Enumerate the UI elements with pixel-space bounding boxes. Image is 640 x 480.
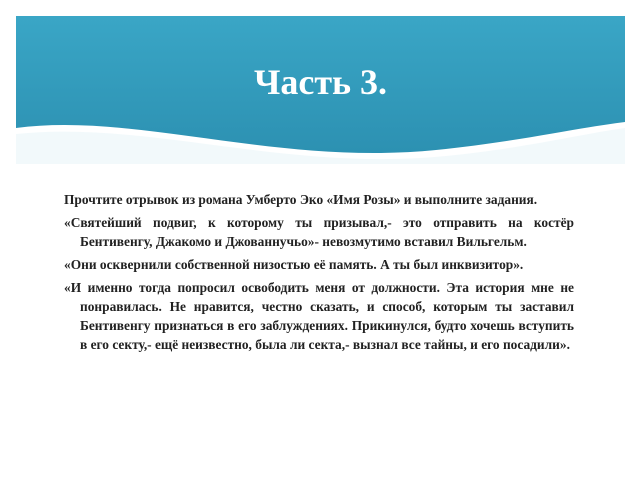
quote-paragraph-3: «И именно тогда попросил освободить меня от должности. Эта история мне не понравилась. Не нравится, честно сказать, и способ, которым ты заставил Бентивенгу признаться в его заблуждениях. Прикинулся, будто хочешь вступить в его секту,- ещё неизвестно, была ли секта,- вызнал все тайны, и его посадили».	[64, 280, 574, 352]
quote-paragraph-1: «Святейший подвиг, к которому ты призывал,- это отправить на костёр Бентивенгу, Джакомо и Джованнучьо»- невозмутимо вставил Вильгельм.	[64, 215, 574, 249]
task-paragraph: Прочтите отрывок из романа Умберто Эко «Имя Розы» и выполните задания.	[64, 192, 538, 207]
slide-body	[64, 190, 574, 358]
slide-title: Часть 3.	[253, 62, 388, 102]
quote-paragraph-2: «Они осквернили собственной низостью её память. А ты был инквизитор».	[64, 257, 524, 272]
slide-header	[16, 16, 625, 164]
